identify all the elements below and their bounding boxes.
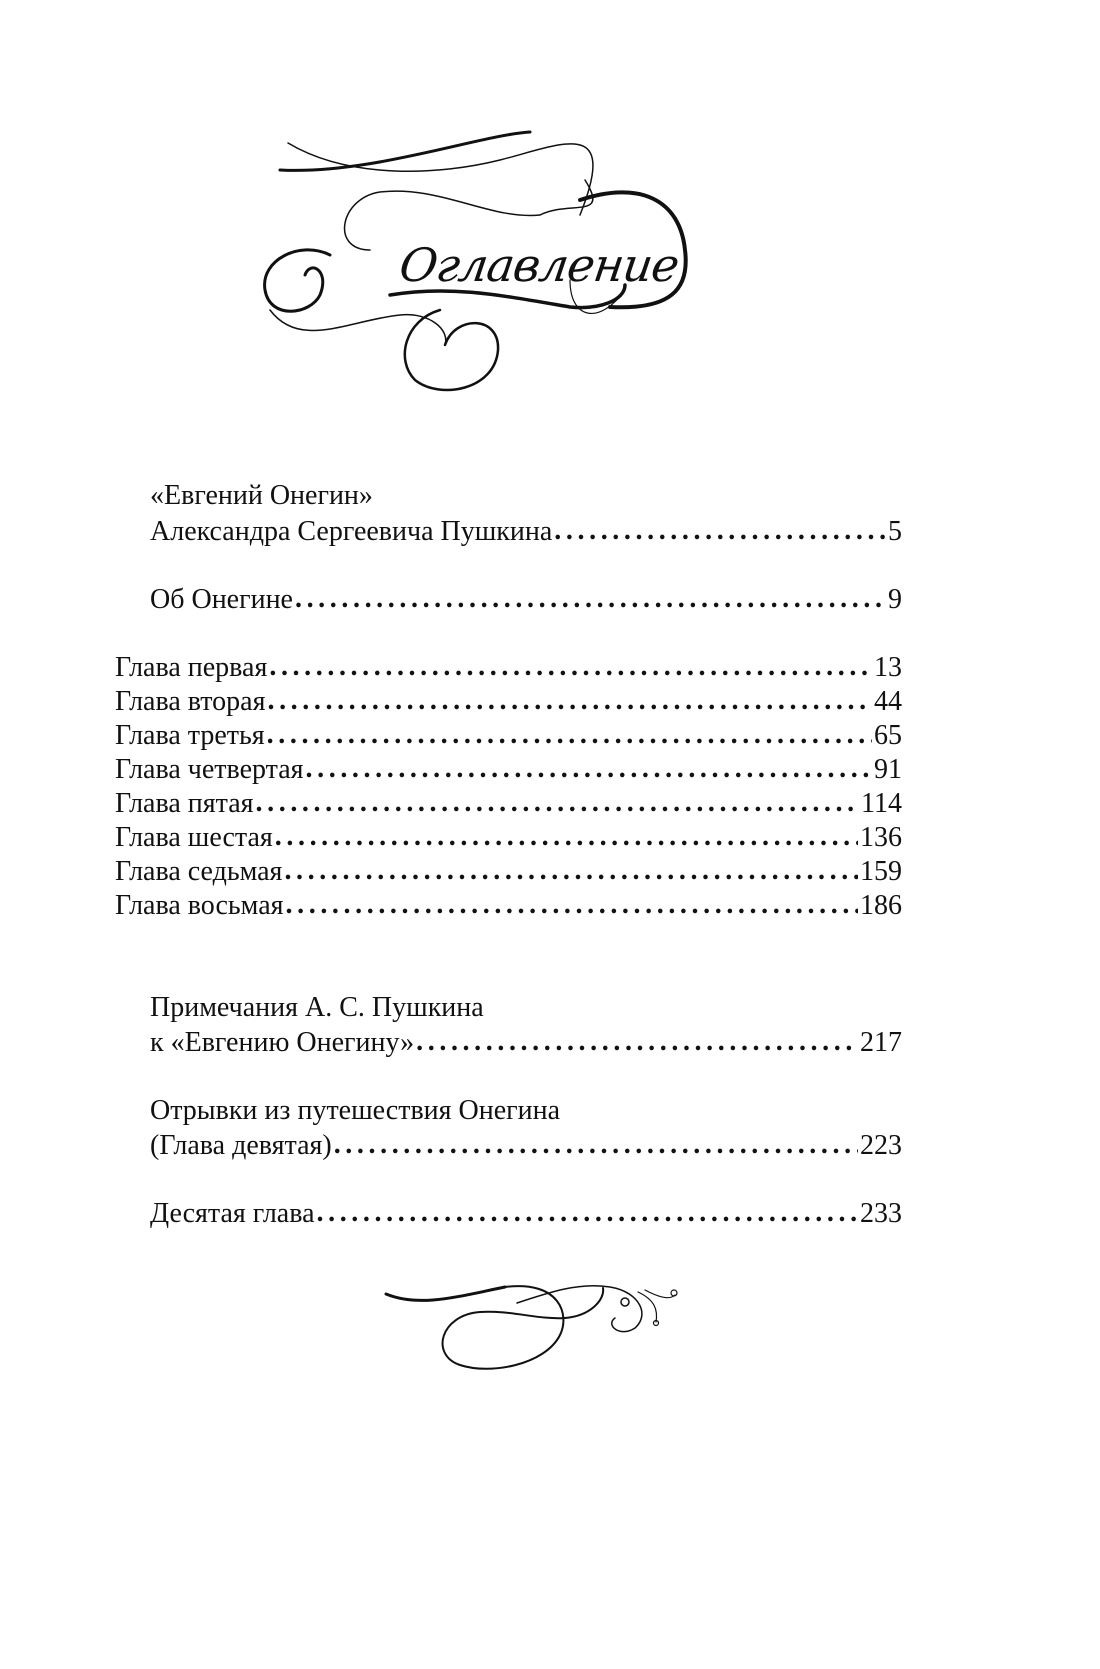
toc-entry-title: Отрывки из путешествия Онегина: [150, 1095, 561, 1126]
toc-entry-title: Глава вторая: [115, 686, 266, 717]
flourish-ornament-bottom-icon: [370, 1280, 700, 1410]
toc-entry-title: к «Евгению Онегину»: [150, 1027, 415, 1058]
dot-leader: [256, 785, 860, 821]
toc-entry[interactable]: [115, 650, 902, 686]
toc-entry-title: «Евгений Онегин»: [150, 480, 373, 511]
toc-page-number: 65: [874, 720, 902, 751]
toc-page-number: 233: [860, 1198, 902, 1229]
toc-entry-title: Примечания А. С. Пушкина: [150, 992, 484, 1023]
toc-page-number: 114: [861, 788, 902, 819]
page-title: Оглавление: [396, 238, 682, 292]
dot-leader: [317, 1195, 859, 1231]
toc-entry[interactable]: [115, 752, 902, 788]
toc-page-number: 44: [874, 686, 902, 717]
toc-entry-title: Глава третья: [115, 720, 265, 751]
toc-entry[interactable]: [150, 1025, 902, 1061]
toc-entry[interactable]: [115, 820, 902, 856]
toc-entry[interactable]: [115, 684, 902, 720]
dot-leader: [267, 717, 872, 753]
toc-page-number: 5: [888, 516, 902, 547]
dot-leader: [286, 887, 858, 923]
dot-leader: [275, 819, 858, 855]
toc-entry-title: Десятая глава: [150, 1198, 315, 1229]
toc-entry-title: Александра Сергеевича Пушкина: [150, 516, 553, 547]
toc-entry[interactable]: [115, 888, 902, 924]
toc-page-number: 13: [874, 652, 902, 683]
toc-entry-title: Глава шестая: [115, 822, 273, 853]
toc-entry[interactable]: [115, 786, 902, 822]
toc-page-number: 217: [860, 1027, 902, 1058]
toc-entry[interactable]: [150, 514, 902, 550]
dot-leader: [267, 683, 872, 719]
toc-page-number: 136: [860, 822, 902, 853]
toc-page-number: 186: [860, 890, 902, 921]
toc-entry[interactable]: [150, 1128, 902, 1164]
dot-leader: [269, 649, 872, 685]
toc-entry[interactable]: [150, 582, 902, 618]
toc-entry[interactable]: [150, 1196, 902, 1232]
dot-leader: [284, 853, 858, 889]
dot-leader: [416, 1024, 858, 1060]
toc-page-number: 159: [860, 856, 902, 887]
dot-leader: [306, 751, 872, 787]
toc-page-number: 223: [860, 1130, 902, 1161]
toc-page-number: 91: [874, 754, 902, 785]
toc-entry-title: Об Онегине: [150, 584, 293, 615]
toc-entry[interactable]: [115, 854, 902, 890]
toc-entry-title: Глава четвертая: [115, 754, 304, 785]
toc-entry-title: (Глава девятая): [150, 1130, 332, 1161]
toc-entry-line: [150, 990, 902, 1026]
toc-entry[interactable]: [115, 718, 902, 754]
toc-entry-title: Глава седьмая: [115, 856, 283, 887]
dot-leader: [295, 581, 886, 617]
dot-leader: [554, 513, 886, 549]
dot-leader: [334, 1127, 858, 1163]
toc-entry-title: Глава первая: [115, 652, 268, 683]
toc-page-number: 9: [888, 584, 902, 615]
toc-entry-title: Глава восьмая: [115, 890, 284, 921]
toc-entry-line: [150, 1093, 902, 1129]
toc-entry-line: [150, 478, 902, 514]
toc-entry-title: Глава пятая: [115, 788, 254, 819]
